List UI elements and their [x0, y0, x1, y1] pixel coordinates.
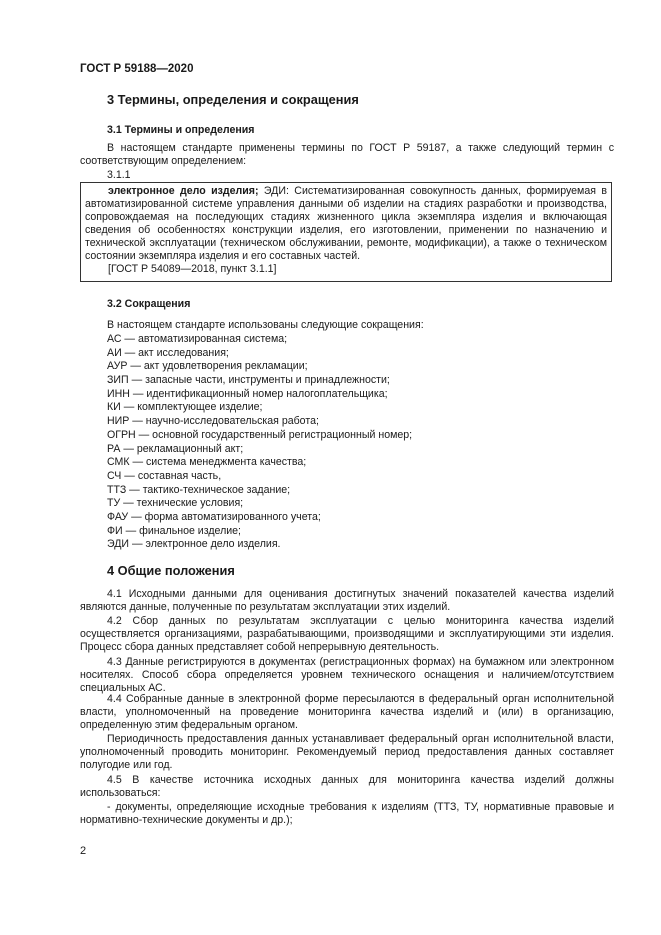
- term-text: ЭДИ: Систематизированная совокупность данных, формируемая в автоматизированной системе управления данными об изделии на стадиях разработки и производства, сопровождаемая на последующих стадиях жизненного цикла экземпляра изделия и включающая сведения об особенностях конструкции изделия, его изготовлении, применении по назначению и технической эксплуатации (техническом обслуживании, ремонте, модификации), а также о техническом состоянии экземпляра изделия и его составных частей.: [85, 185, 608, 262]
- paragraph-4-5-item: - документы, определяющие исходные требования к изделиям (ТТЗ, ТУ, нормативные правовые и нормативно-технические документы и др.);: [80, 801, 614, 826]
- term-source: [ГОСТ Р 54089—2018, пункт 3.1.1]: [108, 263, 277, 275]
- subsection-3-2-intro: В настоящем стандарте использованы следующие сокращения:: [107, 319, 424, 331]
- list-item: ЭДИ — электронное дело изделия.: [107, 538, 281, 551]
- list-item: РА — рекламационный акт;: [107, 442, 244, 455]
- term-name: электронное дело изделия;: [108, 185, 259, 197]
- paragraph-4-4: 4.4 Собранные данные в электронной форме пересылаются в федеральный орган исполнительной власти, уполномоченный на проведение мониторинга качества изделий и (или) в организацию, определенную этим федеральным органом.: [80, 693, 614, 731]
- list-item: СЧ — составная часть,: [107, 469, 222, 482]
- list-item: КИ — комплектующее изделие;: [107, 401, 263, 414]
- term-definition: [85, 185, 607, 263]
- abbreviation-list: [107, 333, 412, 552]
- paragraph-4-3: 4.3 Данные регистрируются в документах (регистрационных формах) на бумажном или электронном носителях. Способ сбора определяется уровнем технического оснащения и наличием/отсутствием специальных АС.: [80, 656, 614, 694]
- page-number: 2: [80, 845, 87, 857]
- list-item: АС — автоматизированная система;: [107, 333, 288, 345]
- paragraph-4-4-periodicity: Периодичность предоставления данных устанавливает федеральный орган исполнительной власти, уполномоченный проводить мониторинг. Рекомендуемый период предоставления данных составляет полугодие или год.: [80, 733, 614, 771]
- section-4-title: 4 Общие положения: [107, 563, 235, 578]
- subsection-3-2-title: 3.2 Сокращения: [107, 298, 191, 310]
- list-item: ИНН — идентификационный номер налогоплательщика;: [107, 387, 388, 400]
- subsection-3-1-title: 3.1 Термины и определения: [107, 124, 255, 136]
- document-header: ГОСТ Р 59188—2020: [80, 63, 194, 75]
- list-item: ФАУ — форма автоматизированного учета;: [107, 510, 321, 523]
- list-item: АУР — акт удовлетворения рекламации;: [107, 360, 308, 373]
- list-item: ТУ — технические условия;: [107, 497, 244, 510]
- list-item: НИР — научно-исследовательская работа;: [107, 415, 319, 428]
- paragraph-4-1: 4.1 Исходными данными для оценивания достигнутых значений показателей качества изделий являются данные, полученные по результатам эксплуатации этих изделий.: [80, 588, 614, 613]
- list-item: ЗИП — запасные части, инструменты и принадлежности;: [107, 374, 390, 387]
- paragraph-4-5: 4.5 В качестве источника исходных данных для мониторинга качества изделий должны использоваться:: [80, 774, 614, 799]
- list-item: ОГРН — основной государственный регистрационный номер;: [107, 428, 413, 441]
- term-number: 3.1.1: [107, 169, 131, 181]
- list-item: АИ — акт исследования;: [107, 346, 229, 359]
- subsection-3-1-intro: В настоящем стандарте применены термины по ГОСТ Р 59187, а также следующий термин с соответствующим определением:: [80, 142, 614, 167]
- list-item: ФИ — финальное изделие;: [107, 524, 241, 537]
- list-item: СМК — система менеджмента качества;: [107, 456, 307, 469]
- paragraph-4-2: 4.2 Сбор данных по результатам эксплуатации с целью мониторинга качества изделий осуществляется организациями, разрабатывающими, производящими и эксплуатирующими эти изделия. Процесс сбора данных представляет собой непрерывную деятельность.: [80, 615, 614, 653]
- section-3-title: 3 Термины, определения и сокращения: [107, 92, 359, 107]
- term-definition-box: [80, 182, 612, 282]
- list-item: ТТЗ — тактико-техническое задание;: [107, 483, 291, 496]
